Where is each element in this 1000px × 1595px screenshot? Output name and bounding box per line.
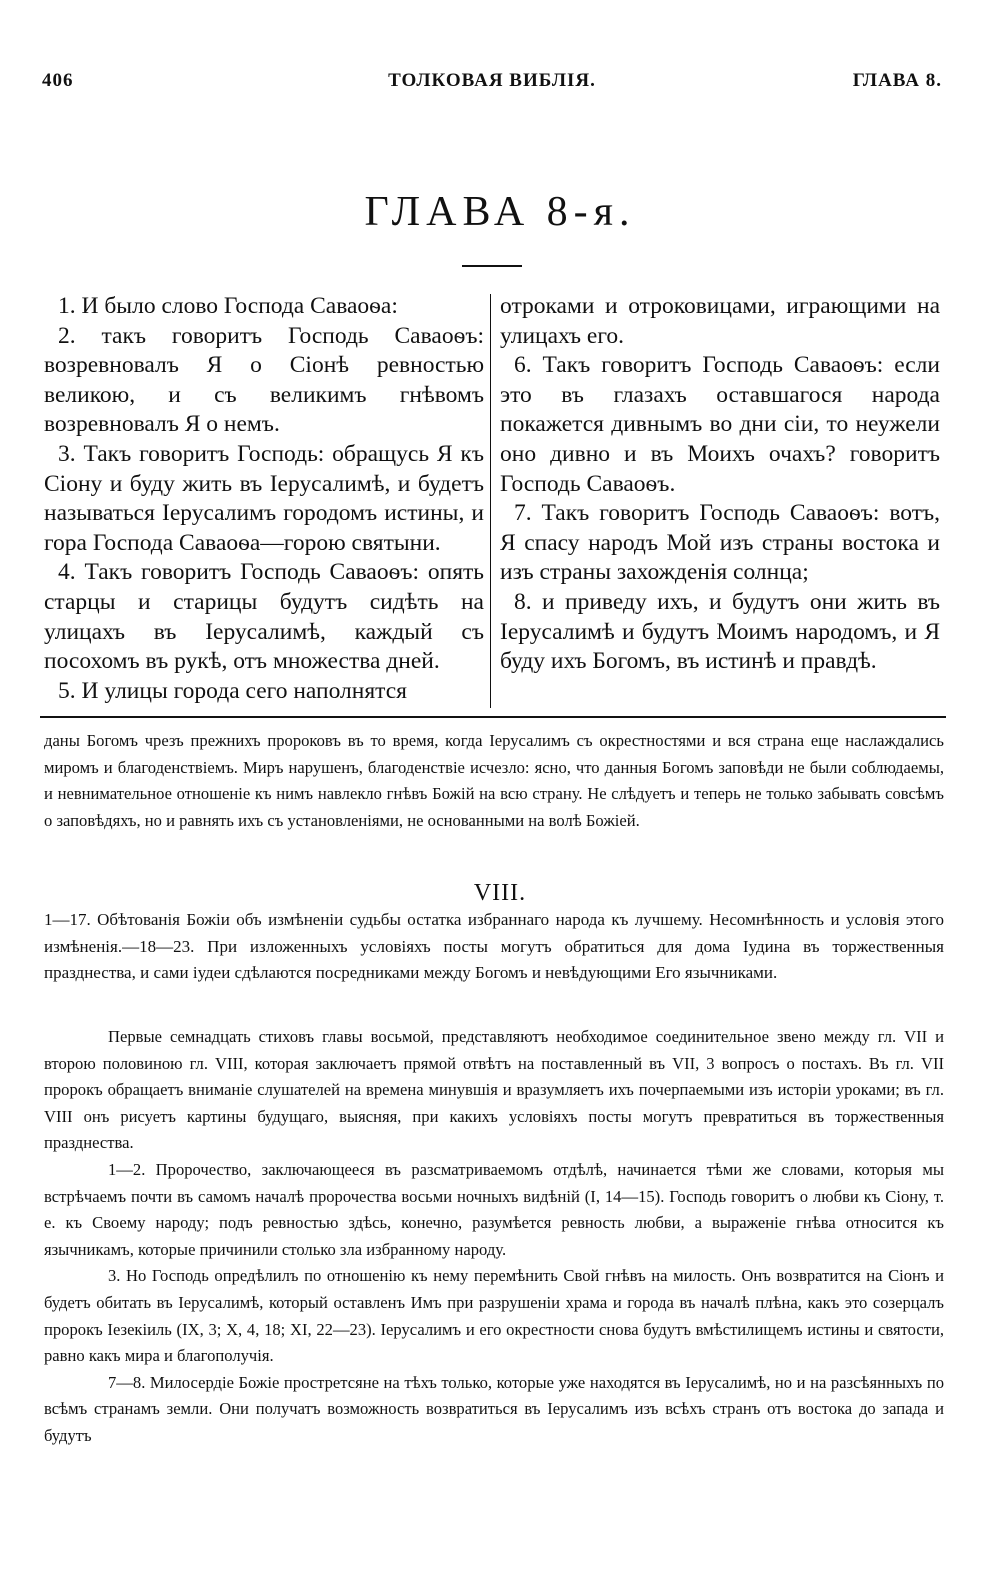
commentary-continued	[44, 728, 944, 834]
scripture-columns	[44, 292, 944, 710]
title-rule	[462, 265, 522, 267]
verse-1: 1. И было слово Господа Саваоѳа:	[58, 293, 398, 319]
chapter-label: ГЛАВА 8.	[852, 70, 942, 91]
section-numeral: VIII.	[473, 880, 527, 906]
verse-column-left	[44, 292, 484, 706]
verse-column-right	[500, 292, 940, 677]
commentary-paragraph: Первые семнадцать стиховъ главы восьмой, представляютъ необходимое соединительное звено между гл. VII и второю половиною гл. VIII, которая заключаетъ прямой отвѣтъ на поставленный въ VII, 3 вопросъ о постахъ. Въ гл. VII пророкъ обращаетъ вниманіе слушателей на времена минувшія и вразумляетъ ихъ почерпаемыми изъ исторіи уроками; въ гл. VIII онъ рисуетъ картины будущаго, выясняя, при какихъ условіяхъ посты могутъ превратиться въ торжественныя празднества.	[44, 1027, 944, 1153]
verse-2: 2. такъ говоритъ Господь Саваоѳъ: возревновалъ Я о Сіонѣ ревностью великою, и съ великимъ гнѣвомъ возревновалъ Я о немъ.	[44, 322, 484, 438]
running-header	[42, 70, 942, 100]
verse-8: 8. и приведу ихъ, и будутъ они жить въ Іерусалимѣ и будутъ Моимъ народомъ, и Я буду ихъ Богомъ, въ истинѣ и правдѣ.	[500, 588, 940, 675]
summary-text: 1—17. Обѣтованія Божіи объ измѣненіи судьбы остатка избраннаго народа къ лучшему. Несомнѣнность и условія этого измѣненія.—18—23. При изложенныхъ условіяхъ посты могутъ обратиться для дома Іудина въ торжественныя празднества, и сами іудеи сдѣлаются посредниками между Богомъ и невѣдующими Его язычниками.	[44, 910, 944, 982]
verse-5: 5. И улицы города сего наполнятся	[58, 677, 407, 704]
verse-5-continued: отроками и отроковицами, играющими на улицахъ его.	[500, 293, 940, 349]
commentary-paragraph: 3. Но Господь опредѣлилъ по отношенію къ нему перемѣнить Свой гнѣвъ на милость. Онъ возвратится на Сіонъ и будетъ обитать въ Іерусалимѣ, который оставленъ Имъ при разрушеніи храма и города въ началѣ плѣна, какъ это созерцалъ пророкъ Іезекіиль (IX, 3; X, 4, 18; XI, 22—23). Іерусалимъ и его окрестности снова будутъ вмѣстилищемъ истины и святости, равно какъ мира и благополучія.	[44, 1266, 944, 1366]
section-rule	[40, 716, 946, 718]
book-title: ТОЛКОВАЯ ВИБЛІЯ.	[388, 70, 596, 91]
verse-7: 7. Такъ говоритъ Господь Саваоѳъ: вотъ, Я спасу народъ Мой изъ страны востока и изъ страны захожденія солнца;	[500, 500, 940, 586]
chapter-summary	[44, 907, 944, 987]
verse-3: 3. Такъ говоритъ Господь: обращусь Я къ Сіону и буду жить въ Іерусалимѣ, и будетъ называться Іерусалимъ городомъ истины, и гора Господа Саваоѳа—горою святыни.	[44, 440, 484, 556]
commentary-main	[44, 1024, 944, 1450]
commentary-paragraph: даны Богомъ чрезъ прежнихъ пророковъ въ то время, когда Іерусалимъ съ окрестностями и вся страна еще наслаждались миромъ и благоденствіемъ. Миръ нарушенъ, благоденствіе исчезло: ясно, что данныя Богомъ заповѣди не были соблюдаемы, и невнимательное отношеніе къ нимъ навлекло гнѣвъ Божій на всю страну. Не слѣдуетъ и теперь не только забывать совсѣмъ о заповѣдяхъ, но и равнять ихъ съ установленіями, не основанными на волѣ Божіей.	[44, 731, 944, 830]
chapter-title: ГЛАВА 8-я.	[364, 189, 636, 235]
commentary-paragraph: 7—8. Милосердіе Божіе простретсянe на тѣхъ только, которые уже находятся въ Іерусалимѣ, но и на разсѣянныхъ по всѣмъ странамъ земли. Они получатъ возможность возвратиться въ Іерусалимъ изъ всѣхъ странъ отъ востока до запада и будутъ	[44, 1372, 944, 1445]
commentary-paragraph: 1—2. Пророчество, заключающееся въ разсматриваемомъ отдѣлѣ, начинается тѣми же словами, которыя мы встрѣчаемъ почти въ самомъ началѣ пророчества восьми ночныхъ видѣній (I, 14—15). Господь говоритъ о любви къ Сіону, т. е. къ Своему народу; подъ ревностью здѣсь, конечно, разумѣется ревность любви, а выраженіе гнѣва относится къ язычникамъ, которые причинили столько зла избранному народу.	[44, 1159, 944, 1259]
page-number: 406	[42, 70, 74, 91]
column-divider	[490, 294, 491, 708]
verse-6: 6. Такъ говоритъ Господь Саваоѳъ: если это въ глазахъ оставшагося народа покажется дивнымъ во дни сіи, то неужели оно дивно и въ Моихъ очахъ? говоритъ Господь Саваоѳъ.	[500, 352, 940, 497]
verse-4: 4. Такъ говоритъ Господь Саваоѳъ: опять старцы и старицы будутъ сидѣть на улицахъ въ Іерусалимѣ, каждый съ посохомъ въ рукѣ, отъ множества дней.	[44, 559, 484, 675]
